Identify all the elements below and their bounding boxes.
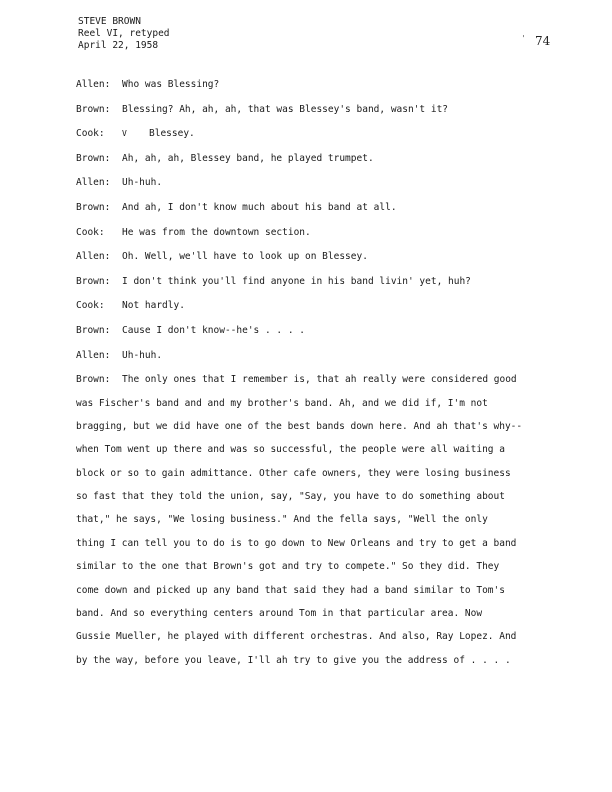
check-mark: V: [122, 129, 127, 139]
interview-date: April 22, 1958: [78, 40, 159, 51]
page-number: 74: [535, 34, 551, 48]
continuation-line: that," he says, "We losing business." And the fella says, "Well the only: [76, 514, 488, 526]
speaker-label: Cook:: [76, 226, 105, 238]
dialogue-text: Uh-huh.: [122, 177, 163, 189]
dialogue-text: Blessing? Ah, ah, ah, that was Blessey's band, wasn't it?: [122, 103, 449, 115]
continuation-line: band. And so everything centers around Tom in that particular area. Now: [76, 608, 483, 620]
transcript-body: [76, 73, 550, 672]
dialogue-line: [76, 368, 550, 391]
speaker-label: Allen:: [76, 177, 111, 189]
continuation-line: similar to the one that Brown's got and try to compete." So they did. They: [76, 561, 500, 573]
dialogue-line: [76, 147, 550, 172]
dialogue-line: [76, 196, 550, 221]
dialogue-line: [76, 294, 550, 319]
dialogue-line: [76, 98, 550, 123]
dialogue-text: Cause I don't know--he's . . . .: [122, 324, 306, 336]
dialogue-text: Oh. Well, we'll have to look up on Blessey.: [122, 251, 368, 263]
speaker-label: Allen:: [76, 349, 111, 361]
continuation-line: come down and picked up any band that said they had a band similar to Tom's: [76, 584, 505, 596]
dialogue-line: [76, 319, 550, 344]
speaker-label: Cook:: [76, 128, 105, 140]
dialogue-text: Ah, ah, ah, Blessey band, he played trumpet.: [122, 152, 374, 164]
continuation-line: when Tom went up there and was so successful, the people were all waiting a: [76, 444, 505, 456]
dialogue-line: [76, 171, 550, 196]
continuation-line: block or so to gain admittance. Other cafe owners, they were losing business: [76, 467, 511, 479]
continuation-line: Gussie Mueller, he played with different orchestras. And also, Ray Lopez. And: [76, 631, 517, 643]
dialogue-text: I don't think you'll find anyone in his band livin' yet, huh?: [122, 275, 471, 287]
dialogue-text: Who was Blessing?: [122, 79, 220, 90]
continuation-line: by the way, before you leave, I'll ah try to give you the address of . . . .: [76, 654, 511, 666]
speaker-label: Brown:: [76, 324, 111, 336]
dialogue-line: [76, 344, 550, 369]
speaker-label: Brown:: [76, 374, 111, 386]
dialogue-text: Uh-huh.: [122, 349, 163, 361]
continuation-line: thing I can tell you to do is to go down to New Orleans and try to get a band: [76, 537, 517, 549]
speaker-label: Brown:: [76, 103, 111, 115]
reel-label: Reel VI, retyped: [78, 28, 170, 39]
dialogue-line: [76, 270, 550, 295]
dialogue-line: [76, 245, 550, 270]
continuation-line: bragging, but we did have one of the best bands down here. And ah that's why--: [76, 420, 523, 432]
dialogue-line: [76, 122, 550, 147]
dialogue-text: And ah, I don't know much about his band at all.: [122, 201, 397, 213]
interviewee-name: STEVE BROWN: [78, 16, 141, 27]
continuation-line: was Fischer's band and and my brother's band. Ah, and we did if, I'm not: [76, 397, 488, 409]
speaker-label: Brown:: [76, 152, 111, 164]
document-header: [78, 16, 170, 52]
dialogue-text: Blessey.: [149, 128, 195, 140]
speaker-label: Brown:: [76, 275, 111, 287]
speaker-label: Brown:: [76, 201, 111, 213]
continuation-line: so fast that they told the union, say, "Say, you have to do something about: [76, 491, 505, 503]
dialogue-line: [76, 221, 550, 246]
speaker-label: Cook:: [76, 300, 105, 312]
dialogue-text: The only ones that I remember is, that ah really were considered good: [122, 374, 517, 386]
dialogue-line: [76, 73, 550, 98]
dialogue-text: He was from the downtown section.: [122, 226, 311, 238]
dialogue-text: Not hardly.: [122, 300, 185, 312]
speaker-label: Allen:: [76, 79, 111, 90]
margin-tick-mark: ': [521, 34, 526, 43]
speaker-label: Allen:: [76, 251, 111, 263]
